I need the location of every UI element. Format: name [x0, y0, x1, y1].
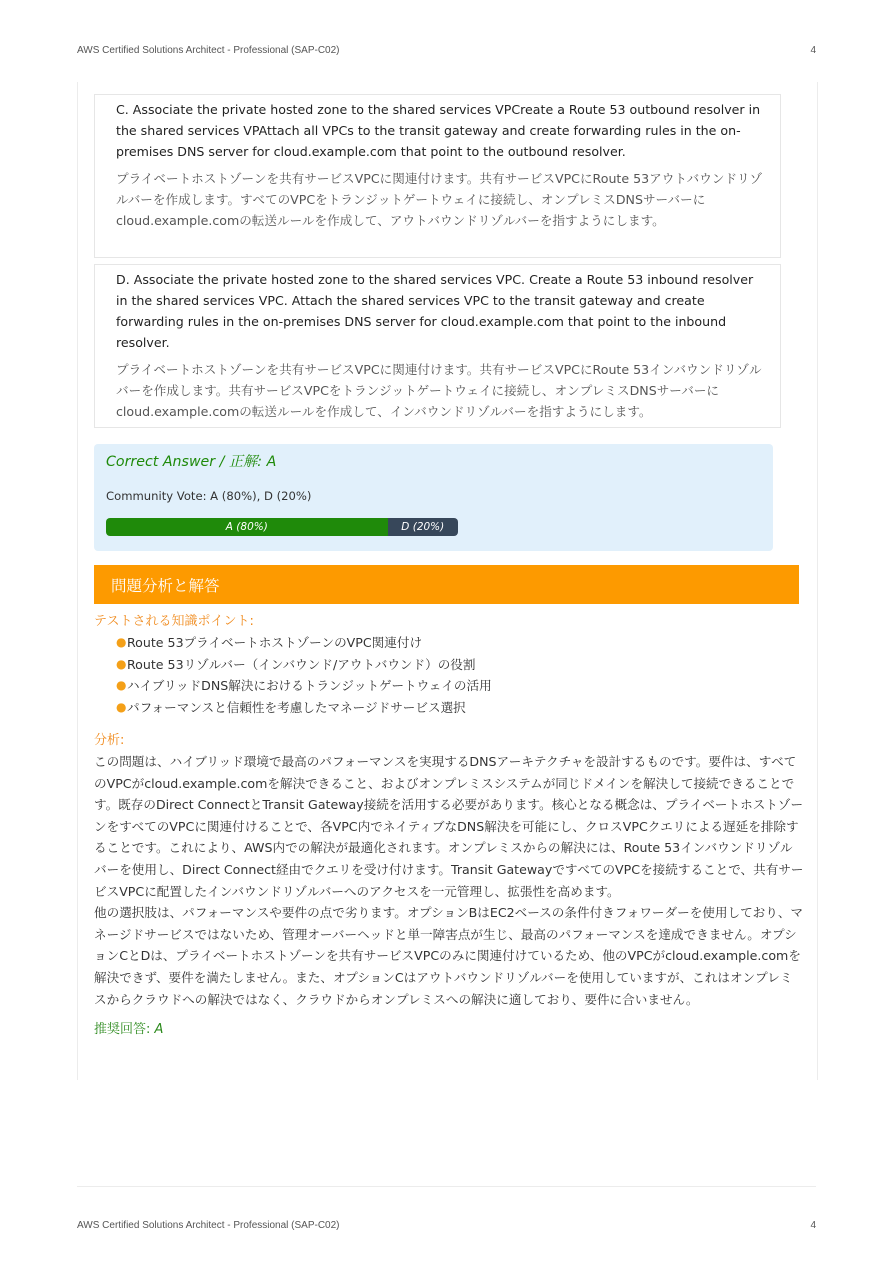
page-header: [77, 45, 816, 56]
bullet-icon: ●: [116, 656, 127, 671]
vote-segment-d: [388, 518, 458, 536]
community-vote-bar: [106, 518, 458, 536]
vote-segment-a: [106, 518, 388, 536]
community-vote-text: Community Vote: A (80%), D (20%): [106, 489, 312, 503]
option-c-japanese: プライベートホストゾーンを共有サービスVPCに関連付けます。共有サービスVPCにRoute 53アウトバウンドリゾルバーを作成します。すべてのVPCをトランジットゲートウェイに接続し、オンプレミスDNSサーバーにcloud.example.comの転送ルールを作成して、アウトバウンドリゾルバーを指すようにします。: [116, 171, 763, 228]
bullet-icon: ●: [116, 635, 127, 649]
correct-answer-title: Correct Answer / 正解: A: [106, 454, 277, 470]
vote-segment-a-label: A (80%): [225, 521, 268, 533]
analysis-paragraph: この問題は、ハイブリッド環境で最高のパフォーマンスを実現するDNSアーキテクチャを設計するものです。要件は、すべてのVPCがcloud.example.comを解決できること、およびオンプレミスシステムが同じドメインを解決して接続できることです。既存のDirect ConnectとTransit Gateway接続を活用する必要があります。核心となる概念は、プライベートホストゾーンをすべてのVPCに関連付けることで、各VPC内でネイティブなDNS解決を可能にし、クロスVPCクエリによる遅延を排除することです。これにより、AWS内での解決が最適化されます。オンプレミスからの解決には、Route 53インバウンドリゾルバーを使用し、Direct Connect経由でクエリを受け付けます。Transit GatewayですべてのVPCを接続することで、共有サービスVPCに配置したインバウンドリゾルバーへのアクセスを一元管理し、拡張性を高めます。: [94, 754, 804, 899]
vote-segment-d-label: D (20%): [401, 521, 445, 533]
analysis-section: [94, 731, 804, 1037]
option-c-english: C. Associate the private hosted zone to the shared services VPCreate a Route 53 outbound resolver in the shared services VPAttach all VPCs to the transit gateway and create forwarding rules in the on-premises DNS server for cloud.example.com that point to the outbound resolver.: [116, 102, 761, 159]
correct-answer-box: [94, 444, 773, 551]
bullet-icon: ●: [116, 699, 127, 714]
header-title: AWS Certified Solutions Architect - Professional (SAP-C02): [77, 45, 340, 56]
knowledge-point-item: ● Route 53プライベートホストゾーンのVPC関連付け: [116, 632, 804, 654]
knowledge-point-item: ● Route 53リゾルバー（インバウンド/アウトバウンド）の役割: [116, 654, 804, 676]
answer-option-d: [94, 264, 781, 428]
recommended-answer-label: 推奨回答:: [94, 1022, 151, 1038]
page-footer: [77, 1220, 816, 1231]
header-page-number: 4: [810, 45, 816, 56]
knowledge-points-section: [94, 612, 804, 718]
knowledge-points-list: [94, 632, 804, 718]
knowledge-point-item: ● ハイブリッドDNS解決におけるトランジットゲートウェイの活用: [116, 675, 804, 697]
analysis-body: [94, 751, 804, 1010]
footer-title: AWS Certified Solutions Architect - Professional (SAP-C02): [77, 1220, 340, 1231]
answer-option-c: [94, 94, 781, 258]
knowledge-point-item: ● パフォーマンスと信頼性を考慮したマネージドサービス選択: [116, 697, 804, 719]
analysis-paragraph: 他の選択肢は、パフォーマンスや要件の点で劣ります。オプションBはEC2ベースの条件付きフォワーダーを使用しており、マネージドサービスではないため、管理オーバーヘッドと単一障害点が生じ、最高のパフォーマンスを達成できません。オプションCとDは、プライベートホストゾーンを共有サービスVPCのみに関連付けているため、他のVPCがcloud.example.comを解決できず、要件を満たしません。また、オプションCはアウトバウンドリゾルバーを使用していますが、これはオンプレミスからクラウドへの解決ではなく、クラウドからオンプレミスへの解決に適しており、要件に合いません。: [94, 905, 804, 1007]
option-d-japanese: プライベートホストゾーンを共有サービスVPCに関連付けます。共有サービスVPCにRoute 53インバウンドリゾルバーを作成します。共有サービスVPCをトランジットゲートウェイに接続し、オンプレミスDNSサーバーにcloud.example.comの転送ルールを作成して、インバウンドリゾルバーを指すようにします。: [116, 362, 762, 419]
analysis-heading: 分析:: [94, 733, 125, 748]
footer-divider: [77, 1186, 816, 1187]
footer-page-number: 4: [810, 1220, 816, 1231]
option-d-english: D. Associate the private hosted zone to the shared services VPC. Create a Route 53 inbound resolver in the shared services VPC. Attach the shared services VPC to the transit gateway and create forwarding rules in the on-premises DNS server for cloud.example.com that point to the inbound resolver.: [116, 272, 754, 350]
bullet-icon: ●: [116, 678, 127, 692]
knowledge-points-heading: テストされる知識ポイント:: [94, 614, 254, 629]
recommended-answer: [94, 1018, 804, 1037]
analysis-section-banner: 問題分析と解答: [94, 565, 799, 604]
recommended-answer-value: A: [154, 1022, 164, 1038]
